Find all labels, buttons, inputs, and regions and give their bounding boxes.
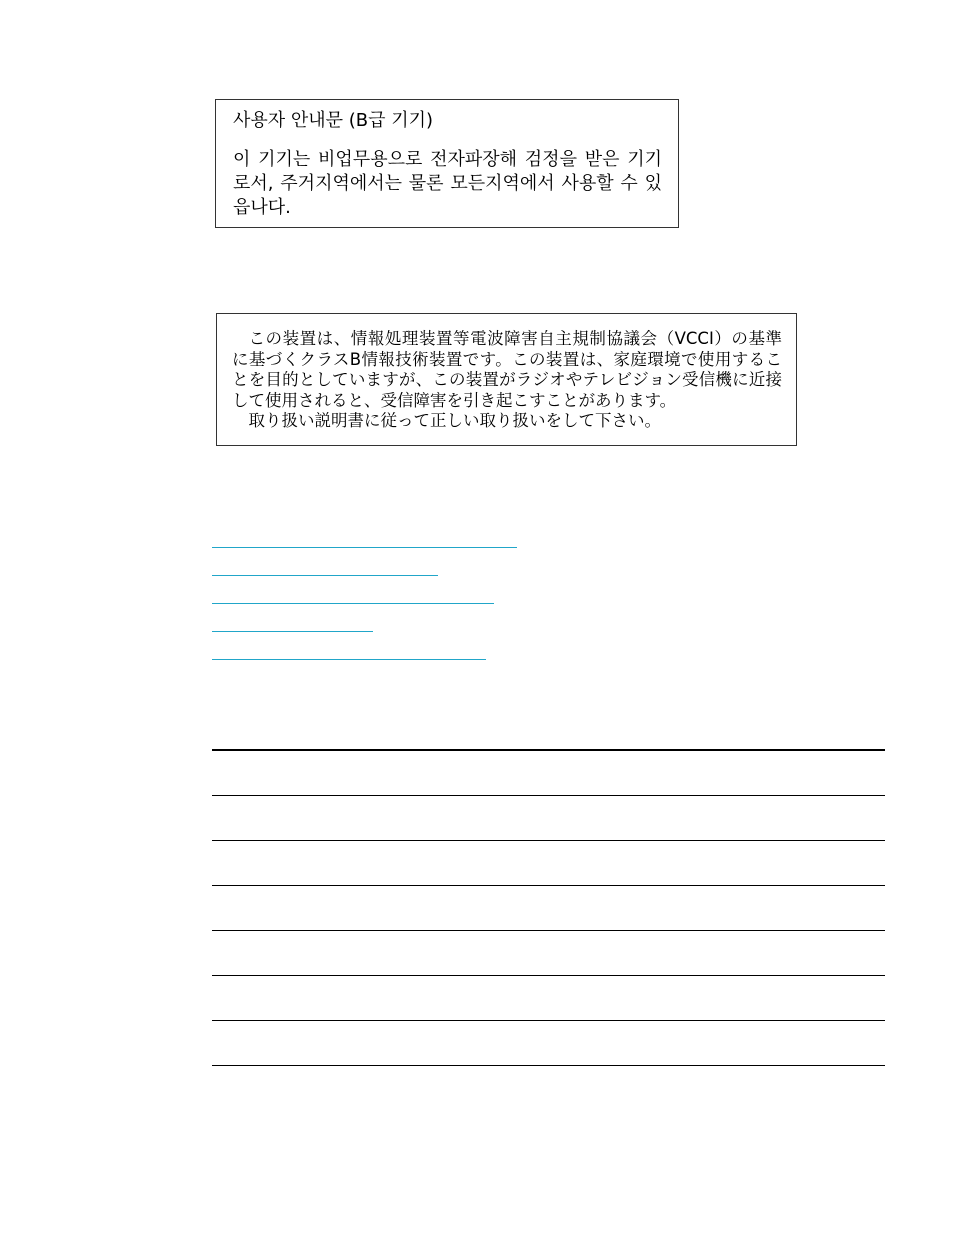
- japanese-notice-paragraph-1: この装置は、情報処理装置等電波障害自主規制協議会（VCCI）の基準に基づくクラスB情報技術装置です。この装置は、家庭環境で使用することを目的としていますが、この装置がラジオやテレビジョン受信機に近接して使用されると、受信障害を引き起こすことがあります。: [232, 329, 782, 410]
- korean-notice-body: 이 기기는 비업무용으로 전자파장해 검정을 받은 기기로서, 주거지역에서는 물론 모든지역에서 사용할 수 있읍나다.: [233, 149, 662, 218]
- korean-class-b-notice: [215, 99, 679, 228]
- hyperlink-3[interactable]: [212, 603, 494, 604]
- table-row: [212, 796, 885, 841]
- japanese-vcci-notice: [216, 313, 797, 446]
- hyperlink-5[interactable]: [212, 659, 486, 660]
- korean-notice-title: 사용자 안내문 (B급 기기): [233, 110, 434, 131]
- table-row: [212, 976, 885, 1021]
- hyperlink-1[interactable]: [212, 547, 517, 548]
- table-row: [212, 751, 885, 796]
- table-row: [212, 841, 885, 886]
- table-row: [212, 931, 885, 976]
- japanese-notice-paragraph-2: 取り扱い説明書に従って正しい取り扱いをして下さい。: [248, 411, 661, 430]
- hyperlink-2[interactable]: [212, 575, 438, 576]
- table-row: [212, 1021, 885, 1066]
- table-row: [212, 886, 885, 931]
- hyperlink-4[interactable]: [212, 631, 373, 632]
- blank-table: [212, 749, 885, 1066]
